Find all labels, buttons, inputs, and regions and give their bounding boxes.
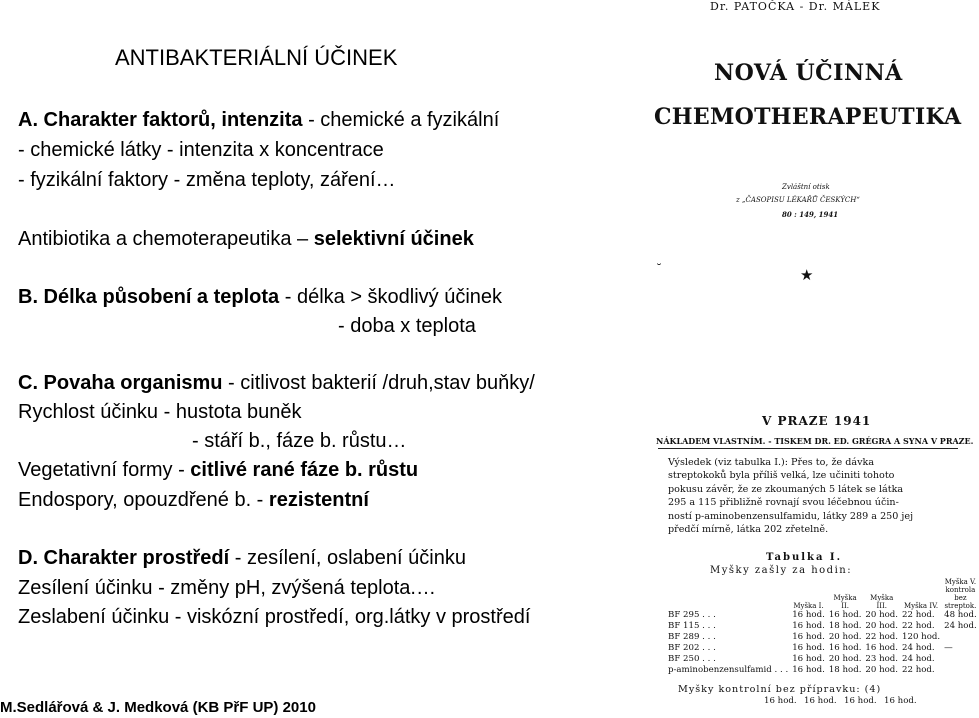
section-c-line3: - stáří b., fáze b. růstu… [192, 430, 407, 452]
section-c-lead-rest: - citlivost bakterií /druh,stav buňky/ [222, 372, 535, 394]
table-row [666, 610, 979, 621]
scan-note-journal: z „ČASOPISU LÉKAŘŮ ČESKÝCH“ [736, 196, 860, 204]
section-c-line5-text: Endospory, opouzdřené b. - [18, 489, 269, 511]
table-row [666, 665, 979, 676]
scan-paragraph [668, 456, 958, 536]
section-d-line1 [18, 546, 466, 570]
table-cell: 16 hod. [844, 696, 877, 706]
scan-city-year: V PRAZE 1941 [762, 414, 872, 428]
section-c-line4 [18, 458, 418, 482]
scan-control-title: Myšky kontrolní bez přípravku: (4) [678, 684, 882, 695]
section-a-line2: - chemické látky - intenzita x koncentrace [18, 139, 384, 161]
table-cell: 16 hod. [828, 610, 862, 620]
scan-results-table [666, 578, 979, 676]
table-cell [942, 665, 979, 676]
section-c-line4-bold: citlivé rané fáze b. růstu [190, 459, 419, 481]
table-cell: 24 hod. [902, 643, 935, 653]
section-a-line4-bold: selektivní účinek [313, 228, 474, 250]
scan-heading-2: CHEMOTHERAPEUTIKA [654, 104, 962, 130]
table-cell: 48 hod. [944, 610, 977, 620]
table-cell: BF 250 . . . [668, 654, 716, 664]
section-c-lead: C. Povaha organismu [18, 372, 223, 394]
table-cell: 20 hod. [865, 665, 899, 675]
section-a-line3: - fyzikální faktory - změna teploty, záření… [18, 169, 396, 191]
table-header-cell: Myška II. [833, 594, 857, 610]
section-a-lead: A. Charakter faktorů, intenzita [18, 109, 303, 131]
scan-note-volume: 80 : 149, 1941 [782, 210, 839, 219]
table-cell: 20 hod. [865, 621, 899, 631]
table-row [666, 632, 979, 643]
section-c-line2: Rychlost účinku - hustota buněk [18, 401, 302, 423]
scan-table-subtitle: Myšky zašly za hodin: [710, 565, 853, 576]
scan-mark: ˘ [656, 262, 662, 276]
table-cell: 16 hod. [865, 643, 899, 653]
section-d-lead-rest: - zesílení, oslabení účinku [229, 547, 466, 569]
table-cell: BF 115 . . . [668, 621, 716, 631]
table-header-cell: Myška I. [793, 602, 824, 610]
table-cell: 16 hod. [764, 696, 797, 706]
table-cell: 16 hod. [804, 696, 837, 706]
table-cell: 16 hod. [792, 665, 825, 675]
table-cell: BF 202 . . . [668, 643, 716, 653]
scan-paragraph-line: pokusu závěr, že ze zkoumaných 5 látek se látka [668, 483, 904, 495]
table-cell: 16 hod. [792, 621, 825, 631]
table-cell: 22 hod. [902, 610, 935, 620]
section-a-line4-text: Antibiotika a chemoterapeutika – [18, 228, 314, 250]
table-cell [942, 632, 979, 643]
table-cell: 16 hod. [792, 654, 825, 664]
section-a-line4 [18, 227, 474, 251]
table-cell: 16 hod. [828, 643, 862, 653]
scan-publisher: NÁKLADEM VLASTNÍM. - TISKEM DR. ED. GRÉGRA A SYNA V PRAZE. [656, 436, 974, 446]
author-credit: M.Sedlářová & J. Medková (KB PřF UP) 2010 [0, 699, 316, 716]
table-cell: BF 295 . . . [668, 610, 716, 620]
section-c-line5 [18, 488, 369, 512]
scan-divider [658, 448, 958, 449]
scan-paragraph-line: streptokoků byla příliš velká, lze učiniti tohoto [668, 470, 895, 482]
scan-authors: Dr. PATOČKA - Dr. MÁLEK [710, 0, 881, 13]
table-cell: 20 hod. [828, 632, 862, 642]
table-header-cell [666, 578, 790, 610]
scan-paragraph-line: ností p-aminobenzensulfamidu, látky 289 a 250 jej [668, 510, 914, 522]
section-b-lead: B. Délka působení a teplota [18, 286, 280, 308]
table-cell: 16 hod. [792, 610, 825, 620]
table-header-cell: Myška V. kontrola bez streptok. [944, 578, 977, 610]
section-c-line4-text: Vegetativní formy - [18, 459, 191, 481]
table-cell: 22 hod. [902, 665, 935, 675]
table-cell: 20 hod. [828, 654, 862, 664]
table-cell: 16 hod. [884, 696, 917, 706]
table-cell: 18 hod. [828, 665, 862, 675]
table-cell: 24 hod. [902, 654, 935, 664]
section-d-line3: Zeslabení účinku - viskózní prostředí, org.látky v prostředí [18, 606, 531, 628]
section-c-line5-bold: rezistentní [268, 489, 369, 511]
section-c-line1 [18, 371, 535, 395]
section-d-lead: D. Charakter prostředí [18, 547, 230, 569]
star-icon: ★ [800, 266, 814, 284]
section-a-lead-rest: - chemické a fyzikální [302, 109, 500, 131]
section-b-lead-rest: - délka > škodlivý účinek [279, 286, 503, 308]
table-row [666, 654, 979, 665]
table-cell: 22 hod. [902, 621, 935, 631]
scanned-document [650, 0, 977, 718]
scan-paragraph-line: předčí mírně, látka 202 zřetelně. [668, 524, 829, 536]
section-a-line1 [18, 108, 499, 132]
table-cell: 16 hod. [792, 632, 825, 642]
section-b-line2: - doba x teplota [338, 315, 476, 337]
slide-title: ANTIBAKTERIÁLNÍ ÚČINEK [115, 45, 398, 70]
table-cell: 18 hod. [828, 621, 862, 631]
table-cell: 24 hod. [944, 621, 977, 631]
section-d-line2: Zesílení účinku - změny pH, zvýšená teplota.… [18, 577, 436, 599]
section-b-line1 [18, 285, 502, 309]
scan-paragraph-line: Výsledek (viz tabulka I.): Přes to, že dávka [668, 457, 875, 468]
scan-note-offprint: Zvláštní otisk [782, 183, 830, 191]
table-row [666, 643, 979, 654]
table-cell: p-aminobenzensulfamid . . . [668, 665, 789, 675]
table-cell: 20 hod. [865, 610, 899, 620]
table-header-cell: Myška IV. [903, 602, 939, 610]
table-header-cell: Myška III. [870, 594, 894, 610]
scan-table-title: Tabulka I. [766, 552, 843, 563]
table-row [666, 621, 979, 632]
table-header-row [666, 578, 979, 610]
scan-heading-1: NOVÁ ÚČINNÁ [714, 60, 903, 86]
table-cell: BF 289 . . . [668, 632, 716, 642]
table-cell: — [944, 643, 953, 653]
scan-paragraph-line: 295 a 115 přibližně rovnají svou léčebnou účin- [668, 497, 899, 509]
table-cell: 120 hod. [902, 632, 941, 642]
table-cell: 23 hod. [865, 654, 899, 664]
table-cell: 22 hod. [865, 632, 899, 642]
table-cell: 16 hod. [792, 643, 825, 653]
table-cell [942, 654, 979, 665]
